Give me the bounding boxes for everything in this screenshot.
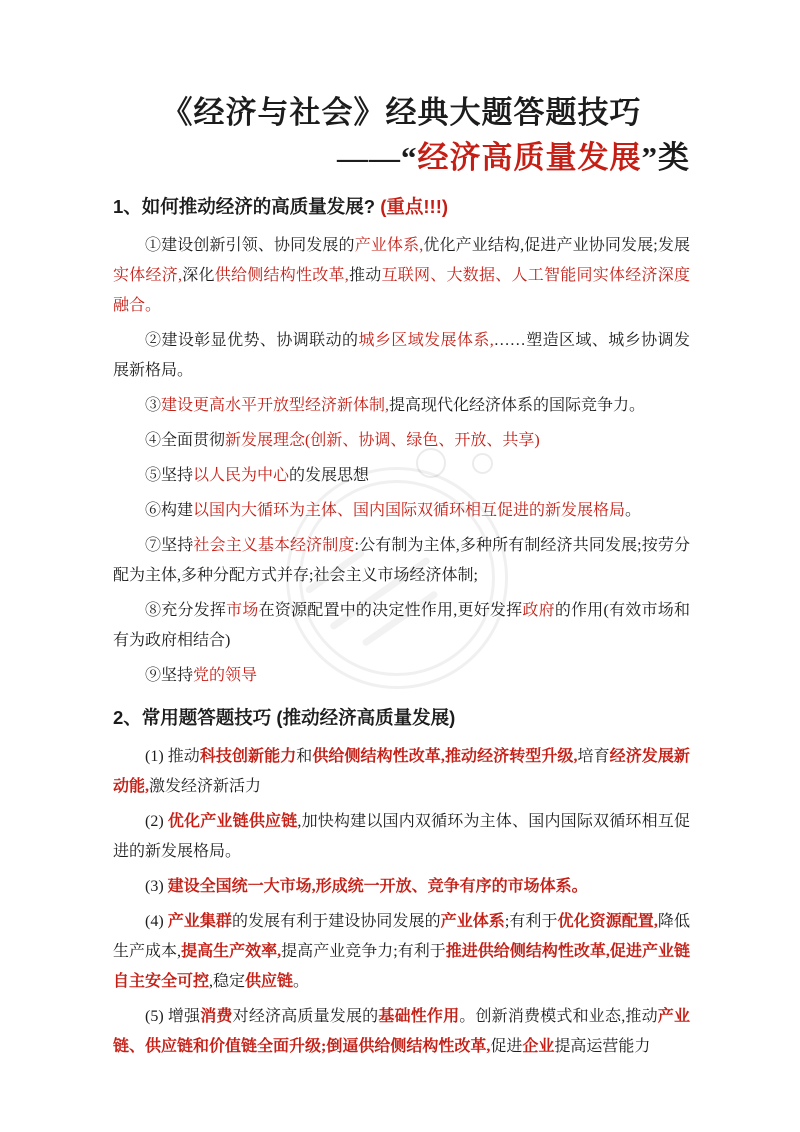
text-segment: 城乡区域发展体系, xyxy=(358,332,494,349)
text-segment: 建设更高水平开放型经济新体制, xyxy=(161,397,390,414)
text-segment: 提高现代化经济体系的国际竞争力。 xyxy=(389,397,646,414)
text-segment: ;有利于 xyxy=(504,913,558,930)
text-segment: 社会主义基本经济制度 xyxy=(193,537,355,554)
text-segment: 促进产业链自主安全可控 xyxy=(113,943,690,990)
text-segment: 供应链 xyxy=(245,973,294,990)
text-segment: 市场 xyxy=(226,602,259,619)
body-paragraph xyxy=(113,1002,690,1062)
text-segment: 。创新消费模式和业态,推动 xyxy=(459,1008,658,1025)
text-segment: ⑤坚持 xyxy=(145,467,194,484)
text-segment: 激发经济新活力 xyxy=(149,778,262,795)
text-segment: 经济高质量发展 xyxy=(417,140,642,175)
text-segment: 产业体系, xyxy=(354,237,424,254)
text-segment: 优化产业链供应链 xyxy=(167,813,298,830)
text-segment: 消费 xyxy=(200,1008,233,1025)
body-paragraph xyxy=(113,391,690,421)
text-segment: 和 xyxy=(296,748,313,765)
text-segment: (1) 推动 xyxy=(145,748,200,765)
text-segment: ②建设彰显优势、协调联动的 xyxy=(145,332,359,349)
text-segment: 政府 xyxy=(522,602,555,619)
text-segment: ⑥构建 xyxy=(145,502,194,519)
text-segment: 的发展有利于建设协同发展的 xyxy=(231,913,441,930)
text-segment: 深化 xyxy=(182,267,215,284)
body-paragraph xyxy=(113,461,690,491)
text-segment: 优化产业结构,促进产业协同发展;发展 xyxy=(423,237,690,254)
text-segment: 实体经济, xyxy=(113,267,182,284)
text-segment: (3) xyxy=(145,878,168,895)
text-segment: 培育 xyxy=(577,748,610,765)
text-segment: ④全面贯彻 xyxy=(145,432,226,449)
text-segment: (重点!!!) xyxy=(380,196,449,217)
text-segment: ⑦坚持 xyxy=(145,537,194,554)
text-segment: 推动经济转型升级, xyxy=(444,748,578,765)
text-segment: 提高运营能力 xyxy=(554,1038,651,1055)
text-segment: 推动 xyxy=(348,267,382,284)
text-segment: ,稳定 xyxy=(209,973,246,990)
text-segment: 对经济高质量发展的 xyxy=(232,1008,379,1025)
text-segment: 以人民为中心 xyxy=(193,467,290,484)
body-paragraph xyxy=(113,661,690,691)
section1-heading xyxy=(113,194,690,220)
body-paragraph xyxy=(113,742,690,802)
text-segment: 企业 xyxy=(522,1038,555,1055)
text-segment: 党的领导 xyxy=(193,667,258,684)
text-segment: 新发展理念(创新、协调、绿色、开放、共享) xyxy=(225,432,540,449)
text-segment: 的发展思想 xyxy=(289,467,370,484)
doc-title-line1: 《经济与社会》经典大题答题技巧 xyxy=(161,95,642,130)
body-paragraph xyxy=(113,496,690,526)
body-paragraph xyxy=(113,807,690,867)
text-segment: 提高生产效率, xyxy=(181,943,282,960)
text-segment: 优化资源配置, xyxy=(557,913,658,930)
text-segment: 建设全国统一大市场,形成统一开放、竞争有序的市场体系。 xyxy=(167,878,588,895)
text-segment: 推进供给侧结构性改革, xyxy=(445,943,610,960)
text-segment: ”类 xyxy=(641,140,690,175)
text-segment: ③ xyxy=(145,397,162,414)
section1-body xyxy=(113,231,690,691)
text-segment: 的作用(有效市场和有为政府相结合) xyxy=(113,602,690,649)
text-segment: 产业体系 xyxy=(440,913,505,930)
section2-heading xyxy=(113,705,690,731)
text-segment: 1、如何推动经济的高质量发展? xyxy=(113,196,381,217)
text-segment: 互联网、大数据、人工智能同实体经济深度融合。 xyxy=(113,267,690,314)
text-segment: 供给侧结构性改革, xyxy=(214,267,349,284)
text-segment: 提高产业竞争力;有利于 xyxy=(281,943,446,960)
body-paragraph xyxy=(113,231,690,321)
text-segment: (4) xyxy=(145,913,168,930)
text-segment: 产业链、供应链和价值链全面升级;倒逼供给侧结构性改革, xyxy=(113,1008,690,1055)
body-paragraph xyxy=(113,596,690,656)
section2-body xyxy=(113,742,690,1062)
text-segment: ……塑造区域、城乡协调发展新格局。 xyxy=(113,332,690,379)
text-segment: 促进 xyxy=(490,1038,523,1055)
body-paragraph xyxy=(113,426,690,456)
text-segment: 经济发展新动能, xyxy=(113,748,690,795)
body-paragraph xyxy=(113,326,690,386)
text-segment: 。 xyxy=(625,502,642,519)
doc-title-line2 xyxy=(113,136,690,180)
text-segment: 科技创新能力 xyxy=(199,748,297,765)
text-segment: 。 xyxy=(293,973,310,990)
body-paragraph xyxy=(113,907,690,997)
text-segment: 产业集群 xyxy=(167,913,232,930)
text-segment: ——“ xyxy=(337,140,418,175)
text-segment: 在资源配置中的决定性作用,更好发挥 xyxy=(258,602,523,619)
text-segment: ,加快构建以国内双循环为主体、国内国际双循环相互促进的新发展格局。 xyxy=(113,813,690,860)
text-segment: 降低生产成本, xyxy=(113,913,690,960)
text-segment: (5) 增强 xyxy=(145,1008,201,1025)
text-segment: ①建设创新引领、协同发展的 xyxy=(145,237,355,254)
body-paragraph xyxy=(113,531,690,591)
body-paragraph xyxy=(113,872,690,902)
text-segment: ⑨坚持 xyxy=(145,667,194,684)
text-segment: ⑧充分发挥 xyxy=(145,602,227,619)
text-segment: :公有制为主体,多种所有制经济共同发展;按劳分配为主体,多种分配方式并存;社会主义市场经济体制; xyxy=(113,537,690,584)
text-segment: 基础性作用 xyxy=(378,1008,460,1025)
text-segment: 供给侧结构性改革, xyxy=(312,748,445,765)
text-segment: 以国内大循环为主体、国内国际双循环相互促进的新发展格局 xyxy=(193,502,626,519)
text-segment: (2) xyxy=(145,813,168,830)
text-segment: 2、常用题答题技巧 (推动经济高质量发展) xyxy=(113,707,456,728)
